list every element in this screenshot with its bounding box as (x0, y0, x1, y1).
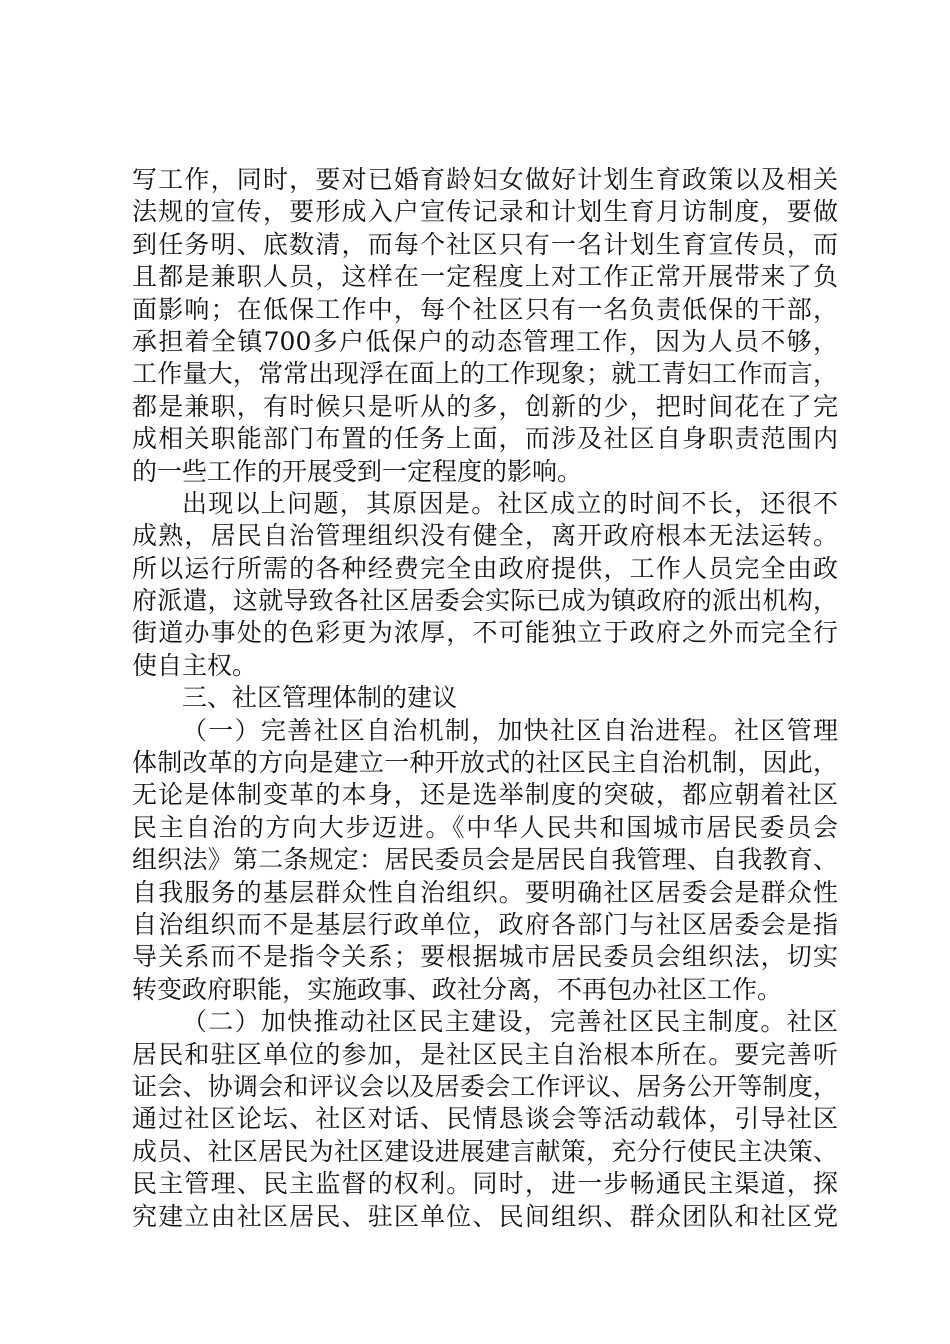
text-line: 成员、社区居民为社区建设进展建言献策，充分行使民主决策、 (132, 1136, 838, 1166)
text-line: 民主管理、民主监督的权利。同时，进一步畅通民主渠道，探 (132, 1169, 838, 1199)
text-line: 出现以上问题，其原因是。社区成立的时间不长，还很不 (182, 488, 838, 518)
text-line: 民主自治的方向大步迈进。《中华人民共和国城市居民委员会 (132, 812, 838, 842)
text-line: 到任务明、底数清，而每个社区只有一名计划生育宣传员，而 (132, 229, 838, 259)
text-line: （二）加快推动社区民主建设，完善社区民主制度。社区 (182, 1007, 838, 1037)
text-line: 居民和驻区单位的参加，是社区民主自治根本所在。要完善听 (132, 1039, 838, 1069)
text-line: 都是兼职，有时候只是听从的多，创新的少，把时间花在了完 (132, 391, 838, 421)
text-line: 三、社区管理体制的建议 (182, 683, 458, 713)
text-line: 证会、协调会和评议会以及居委会工作评议、居务公开等制度， (132, 1071, 838, 1101)
text-line: 无论是体制变革的本身，还是选举制度的突破，都应朝着社区 (132, 780, 838, 810)
text-line: 所以运行所需的各种经费完全由政府提供，工作人员完全由政 (132, 553, 838, 583)
text-line: 写工作，同时，要对已婚育龄妇女做好计划生育政策以及相关 (132, 165, 838, 194)
text-line: 通过社区论坛、社区对话、民情恳谈会等活动载体，引导社区 (132, 1104, 838, 1134)
paragraph-5 (132, 1006, 838, 1233)
text-line: 转变政府职能，实施政事、政社分离，不再包办社区工作。 (132, 974, 783, 1004)
section-heading (132, 682, 838, 714)
text-line: 组织法》第二条规定：居民委员会是居民自我管理、自我教育、 (132, 845, 838, 875)
text-line: 成熟，居民自治管理组织没有健全，离开政府根本无法运转。 (132, 521, 838, 551)
text-line: 究建立由社区居民、驻区单位、民间组织、群众团队和社区党 (132, 1201, 838, 1231)
paragraph-1 (132, 164, 838, 488)
text-line: 街道办事处的色彩更为浓厚，不可能独立于政府之外而完全行 (132, 618, 838, 648)
text-line: 的一些工作的开展受到一定程度的影响。 (132, 456, 583, 486)
text-line: 自我服务的基层群众性自治组织。要明确社区居委会是群众性 (132, 877, 838, 907)
text-line: 承担着全镇700多户低保户的动态管理工作，因为人员不够， (132, 326, 838, 356)
text-line: 法规的宣传，要形成入户宣传记录和计划生育月访制度，要做 (132, 197, 838, 227)
paragraph-2 (132, 488, 838, 682)
text-line: 使自主权。 (132, 650, 258, 680)
text-line: 府派遣，这就导致各社区居委会实际已成为镇政府的派出机构， (132, 586, 838, 616)
text-line: 面影响；在低保工作中，每个社区只有一名负责低保的干部， (132, 294, 838, 324)
text-line: 自治组织而不是基层行政单位，政府各部门与社区居委会是指 (132, 909, 838, 939)
document-body (132, 164, 838, 1233)
text-line: 体制改革的方向是建立一种开放式的社区民主自治机制，因此， (132, 748, 838, 778)
paragraph-4 (132, 715, 838, 1007)
text-line: （一）完善社区自治机制，加快社区自治进程。社区管理 (182, 715, 838, 745)
text-line: 成相关职能部门布置的任务上面，而涉及社区自身职责范围内 (132, 424, 838, 454)
text-line: 且都是兼职人员，这样在一定程度上对工作正常开展带来了负 (132, 262, 838, 292)
text-line: 工作量大，常常出现浮在面上的工作现象；就工青妇工作而言， (132, 359, 838, 389)
text-line: 导关系而不是指令关系；要根据城市居民委员会组织法，切实 (132, 942, 838, 972)
